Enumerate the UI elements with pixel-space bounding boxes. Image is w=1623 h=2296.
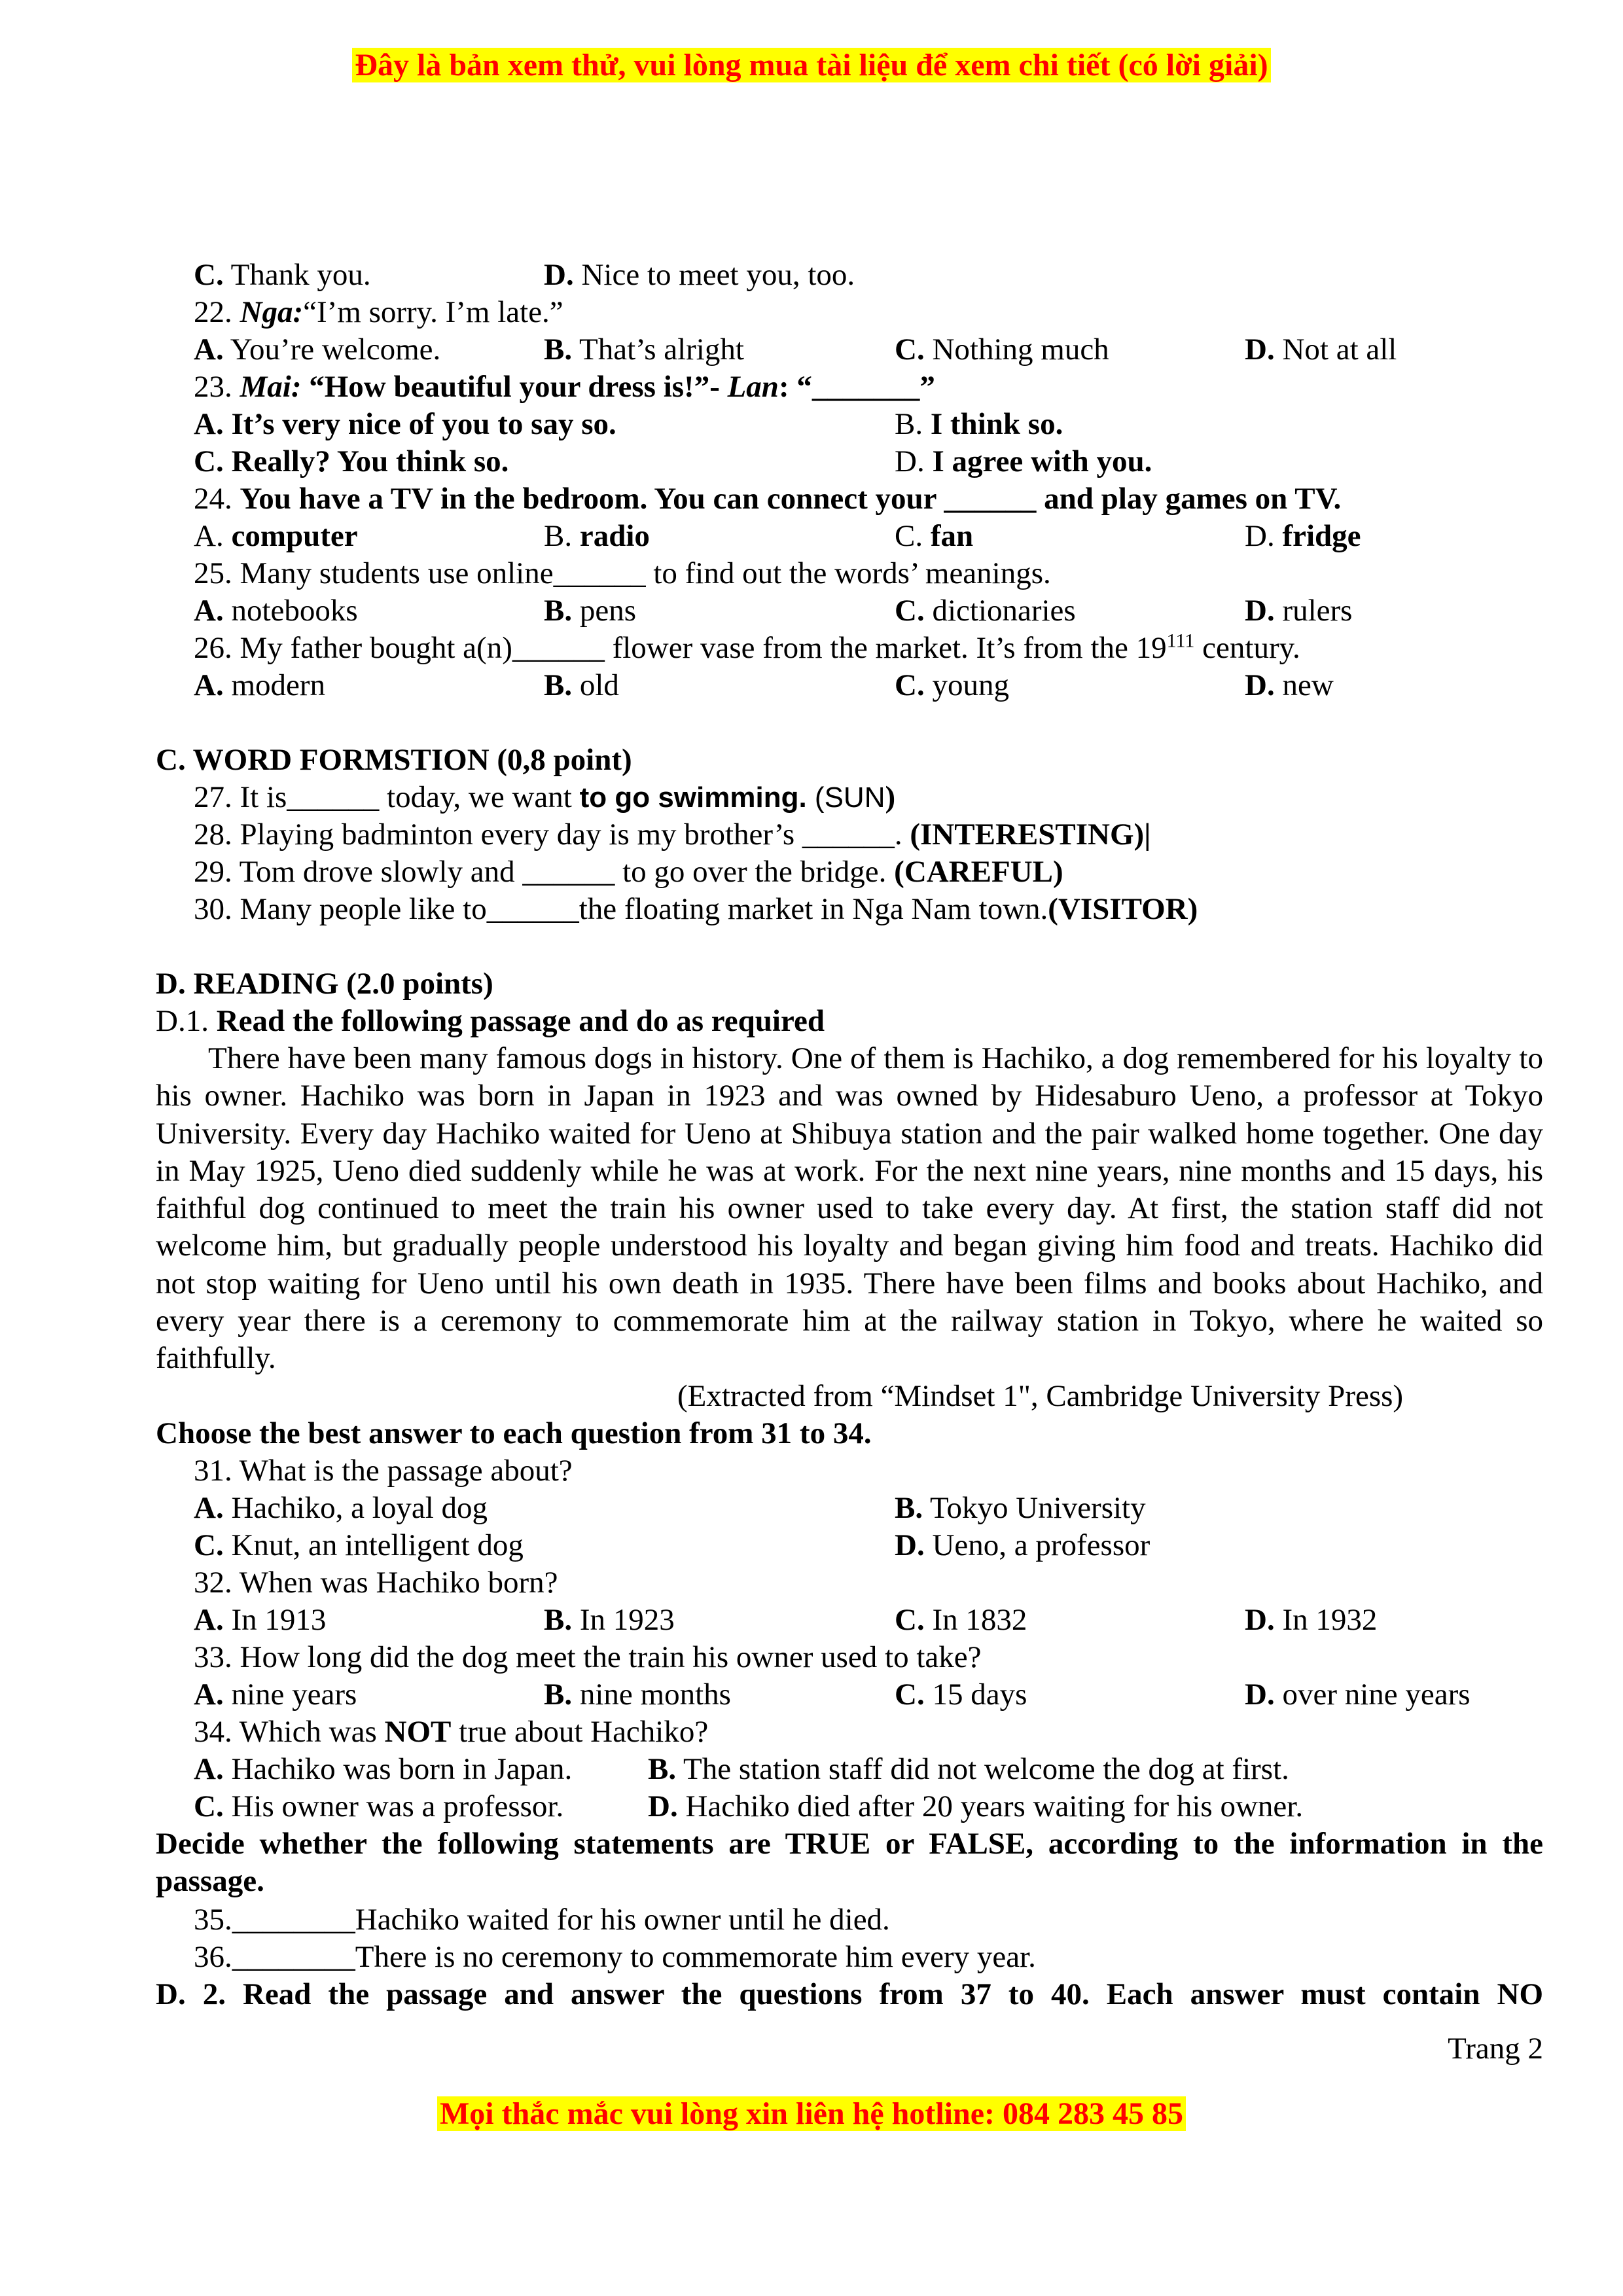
d2-instruction: D. 2. Read the passage and answer the questions from 37 to 40. Each answer must contain NO — [156, 1977, 1543, 2011]
q31-option-c — [194, 1527, 524, 1564]
option-text: You’re welcome. — [223, 332, 441, 367]
speaker-name: Mai: — [240, 370, 302, 404]
option-text: radio — [579, 519, 650, 553]
q33-option-b — [544, 1676, 731, 1713]
option-text: Hachiko was born in Japan. — [223, 1752, 573, 1786]
q31-option-b — [895, 1490, 1146, 1526]
option-letter: C. — [194, 1528, 224, 1562]
d1-label: D.1. — [156, 1004, 217, 1038]
passage-source: (Extracted from “Mindset 1", Cambridge University Press) — [677, 1379, 1404, 1413]
option-letter: C. — [194, 1789, 224, 1823]
speaker-name: Nga: — [240, 295, 304, 329]
question-29 — [194, 853, 1063, 890]
option-letter: B. — [544, 332, 573, 367]
question-text: 30. Many people like to — [194, 892, 487, 926]
q34-option-b — [648, 1751, 1289, 1787]
question-36: 36.________There is no ceremony to commemorate him every year. — [194, 1940, 1036, 1974]
option-text: over nine years — [1274, 1677, 1471, 1712]
question-27 — [194, 779, 895, 816]
option-text: The station staff did not welcome the dog at first. — [676, 1752, 1289, 1786]
option-letter: A. — [194, 1752, 224, 1786]
q21-option-d — [544, 257, 855, 293]
question-32: 32. When was Hachiko born? — [194, 1566, 558, 1600]
hotline-notice-banner — [0, 2094, 1623, 2134]
q33-option-c — [895, 1676, 1027, 1713]
option-letter: C. — [194, 258, 224, 292]
option-text: young — [924, 668, 1009, 702]
q22-option-a — [194, 331, 440, 368]
question-23 — [194, 368, 935, 405]
option-text: Tokyo University — [923, 1491, 1146, 1525]
option-text: I agree with you. — [932, 444, 1152, 478]
q26-option-b — [544, 667, 619, 704]
q32-option-a — [194, 1602, 326, 1638]
question-25: 25. Many students use online______ to find out the words’ meanings. — [194, 556, 1051, 590]
question-text-end: century. — [1194, 631, 1300, 665]
q34-option-c — [194, 1788, 563, 1825]
option-text: old — [572, 668, 619, 702]
option-letter: D. — [544, 258, 574, 292]
q32-option-c — [895, 1602, 1027, 1638]
option-text: new — [1274, 668, 1334, 702]
choose-heading: Choose the best answer to each question from 31 to 34. — [156, 1416, 872, 1450]
preview-notice-text: Đây là bản xem thử, vui lòng mua tài liệu để xem chi tiết (có lời giải) — [352, 48, 1270, 82]
answer-blank: _______ — [812, 370, 920, 404]
option-letter: C. — [895, 332, 925, 367]
q24-option-c — [895, 518, 973, 554]
q25-option-b — [544, 592, 636, 629]
word-hint-close: ) — [885, 780, 896, 814]
question-colon: : “ — [778, 370, 812, 404]
option-letter: C. — [895, 1677, 925, 1712]
option-text: Nothing much — [924, 332, 1109, 367]
option-letter: D. — [1245, 332, 1275, 367]
option-text: That’s alright — [572, 332, 744, 367]
q33-option-a — [194, 1676, 357, 1713]
option-text: In 1832 — [924, 1603, 1027, 1637]
option-text: computer — [231, 519, 358, 553]
option-letter: A. — [194, 1491, 224, 1525]
option-text: In 1923 — [572, 1603, 675, 1637]
question-26 — [194, 630, 1300, 666]
option-letter: B. — [544, 668, 573, 702]
question-bold-text: to go swimming. — [579, 781, 807, 814]
question-22 — [194, 294, 563, 331]
question-33: 33. How long did the dog meet the train his owner used to take? — [194, 1640, 982, 1674]
q22-option-b — [544, 331, 744, 368]
word-hint: (INTERESTING)| — [910, 817, 1151, 852]
q25-option-c — [895, 592, 1076, 629]
q32-option-b — [544, 1602, 675, 1638]
question-35: 35.________Hachiko waited for his owner until he died. — [194, 1903, 890, 1937]
option-text: 15 days — [924, 1677, 1027, 1712]
option-letter: D. — [1245, 1603, 1275, 1637]
question-text: 27. It is______ today, we want — [194, 780, 580, 814]
reading-passage: There have been many famous dogs in history. One of them is Hachiko, a dog remembered for his loyalty to his owner. Hachiko was born in Japan in 1923 and was owned by Hidesaburo Ueno, a professor at Tokyo University. Every day Hachiko waited for Ueno at Shibuya station and the pair walked home together. One day in May 1925, Ueno died suddenly while he was at work. For the next nine years, nine months and 15 days, his faithful dog continued to meet the train his owner used to take every day. At first, the station staff did not welcome him, but gradually people understood his loyalty and began giving him food and treats. Hachiko did not stop waiting for Ueno until his own death in 1935. There have been films and books about Hachiko, and every year there is a ceremony to commemorate him at the railway station in Tokyo, where he waited so faithfully. — [156, 1041, 1543, 1376]
question-28 — [194, 816, 1151, 853]
option-letter: C. — [895, 594, 925, 628]
q25-option-d — [1245, 592, 1352, 629]
q31-option-a — [194, 1490, 488, 1526]
true-false-heading: Decide whether the following statements are TRUE or FALSE, according to the information in the passage. — [156, 1827, 1543, 1899]
option-text: fan — [930, 519, 974, 553]
option-letter: D. — [895, 444, 933, 478]
question-text: “I’m sorry. I’m late.” — [303, 295, 563, 329]
q33-option-d — [1245, 1676, 1471, 1713]
question-emphasis: NOT — [384, 1715, 452, 1749]
option-letter: A. — [194, 332, 224, 367]
option-letter: B. — [544, 1603, 573, 1637]
question-number: 22. — [194, 295, 240, 329]
q24-option-b — [544, 518, 650, 554]
hotline-notice-text: Mọi thắc mắc vui lòng xin liên hệ hotline: 084 283 45 85 — [437, 2096, 1186, 2131]
option-letter: B. — [544, 1677, 573, 1712]
speaker-name-2: Lan — [727, 370, 779, 404]
question-text-end: the floating market in Nga Nam town. — [579, 892, 1048, 926]
option-letter: D. — [1245, 519, 1283, 553]
page-number: Trang 2 — [1448, 2032, 1543, 2066]
option-letter: D. — [1245, 1677, 1275, 1712]
question-31: 31. What is the passage about? — [194, 1454, 573, 1488]
question-text: 28. Playing badminton every day is my brother’s ______. — [194, 817, 910, 852]
preview-notice-banner — [0, 46, 1623, 85]
superscript: 111 — [1166, 630, 1195, 652]
q24-option-d — [1245, 518, 1361, 554]
option-letter: C. — [895, 519, 931, 553]
q23-option-c: C. Really? You think so. — [194, 444, 509, 478]
question-24 — [194, 480, 1341, 517]
question-34 — [194, 1713, 708, 1750]
q32-option-d — [1245, 1602, 1377, 1638]
option-text: notebooks — [223, 594, 358, 628]
q23-option-b — [895, 406, 1063, 442]
q34-option-a — [194, 1751, 572, 1787]
question-number: 23. — [194, 370, 240, 404]
option-text: modern — [223, 668, 326, 702]
option-letter: B. — [544, 594, 573, 628]
option-text: His owner was a professor. — [223, 1789, 564, 1823]
option-letter: B. — [648, 1752, 677, 1786]
question-text: “How beautiful your dress is!”- — [301, 370, 728, 404]
question-text-end: true about Hachiko? — [451, 1715, 709, 1749]
section-c-heading: C. WORD FORMSTION (0,8 point) — [156, 743, 632, 777]
question-text: You have a TV in the bedroom. You can connect your ______ and play games on TV. — [240, 482, 1342, 516]
option-letter: D. — [648, 1789, 678, 1823]
option-text: dictionaries — [924, 594, 1076, 628]
word-hint: (SUN — [806, 781, 885, 814]
option-letter: A. — [194, 594, 224, 628]
option-letter: A. — [194, 519, 232, 553]
option-text: I think so. — [930, 407, 1063, 441]
q26-option-c — [895, 667, 1009, 704]
q22-option-d — [1245, 331, 1397, 368]
q22-option-c — [895, 331, 1109, 368]
option-text: fridge — [1282, 519, 1361, 553]
option-text: Thank you. — [223, 258, 371, 292]
option-text: Knut, an intelligent dog — [223, 1528, 524, 1562]
q24-option-a — [194, 518, 358, 554]
q23-option-d — [895, 443, 1152, 480]
d1-text: Read the following passage and do as required — [216, 1004, 825, 1038]
word-hint: (VISITOR) — [1048, 892, 1198, 926]
q26-option-d — [1245, 667, 1334, 704]
q23-option-a: A. It’s very nice of you to say so. — [194, 407, 616, 441]
option-letter: D. — [1245, 594, 1275, 628]
option-text: Ueno, a professor — [924, 1528, 1150, 1562]
option-letter: A. — [194, 668, 224, 702]
question-30 — [194, 891, 1198, 927]
question-number: 24. — [194, 482, 240, 516]
option-letter: D. — [1245, 668, 1275, 702]
option-text: Hachiko, a loyal dog — [223, 1491, 488, 1525]
option-text: In 1913 — [223, 1603, 327, 1637]
option-letter: A. — [194, 1677, 224, 1712]
section-d-heading: D. READING (2.0 points) — [156, 967, 493, 1001]
q25-option-a — [194, 592, 358, 629]
option-text: Not at all — [1274, 332, 1397, 367]
option-text: In 1932 — [1274, 1603, 1378, 1637]
question-text: 34. Which was — [194, 1715, 385, 1749]
option-text: pens — [572, 594, 637, 628]
q31-option-d — [895, 1527, 1150, 1564]
question-text: 29. Tom drove slowly and ______ to go over the bridge. — [194, 855, 895, 889]
q26-option-a — [194, 667, 325, 704]
option-text: nine years — [223, 1677, 357, 1712]
option-text: nine months — [572, 1677, 731, 1712]
word-hint: (CAREFUL) — [894, 855, 1063, 889]
question-close: ” — [919, 370, 935, 404]
q21-option-c — [194, 257, 371, 293]
option-letter: A. — [194, 1603, 224, 1637]
option-letter: B. — [544, 519, 580, 553]
option-text: rulers — [1274, 594, 1353, 628]
option-letter: B. — [895, 1491, 923, 1525]
option-text: Hachiko died after 20 years waiting for his owner. — [677, 1789, 1304, 1823]
option-text: Nice to meet you, too. — [573, 258, 855, 292]
option-letter: B. — [895, 407, 931, 441]
option-letter: C. — [895, 668, 925, 702]
q34-option-d — [648, 1788, 1303, 1825]
d1-instruction — [156, 1003, 825, 1039]
option-letter: D. — [895, 1528, 925, 1562]
question-text: 26. My father bought a(n)______ flower vase from the market. It’s from the 19 — [194, 631, 1167, 665]
option-letter: C. — [895, 1603, 925, 1637]
answer-blank: ______ — [486, 892, 579, 926]
